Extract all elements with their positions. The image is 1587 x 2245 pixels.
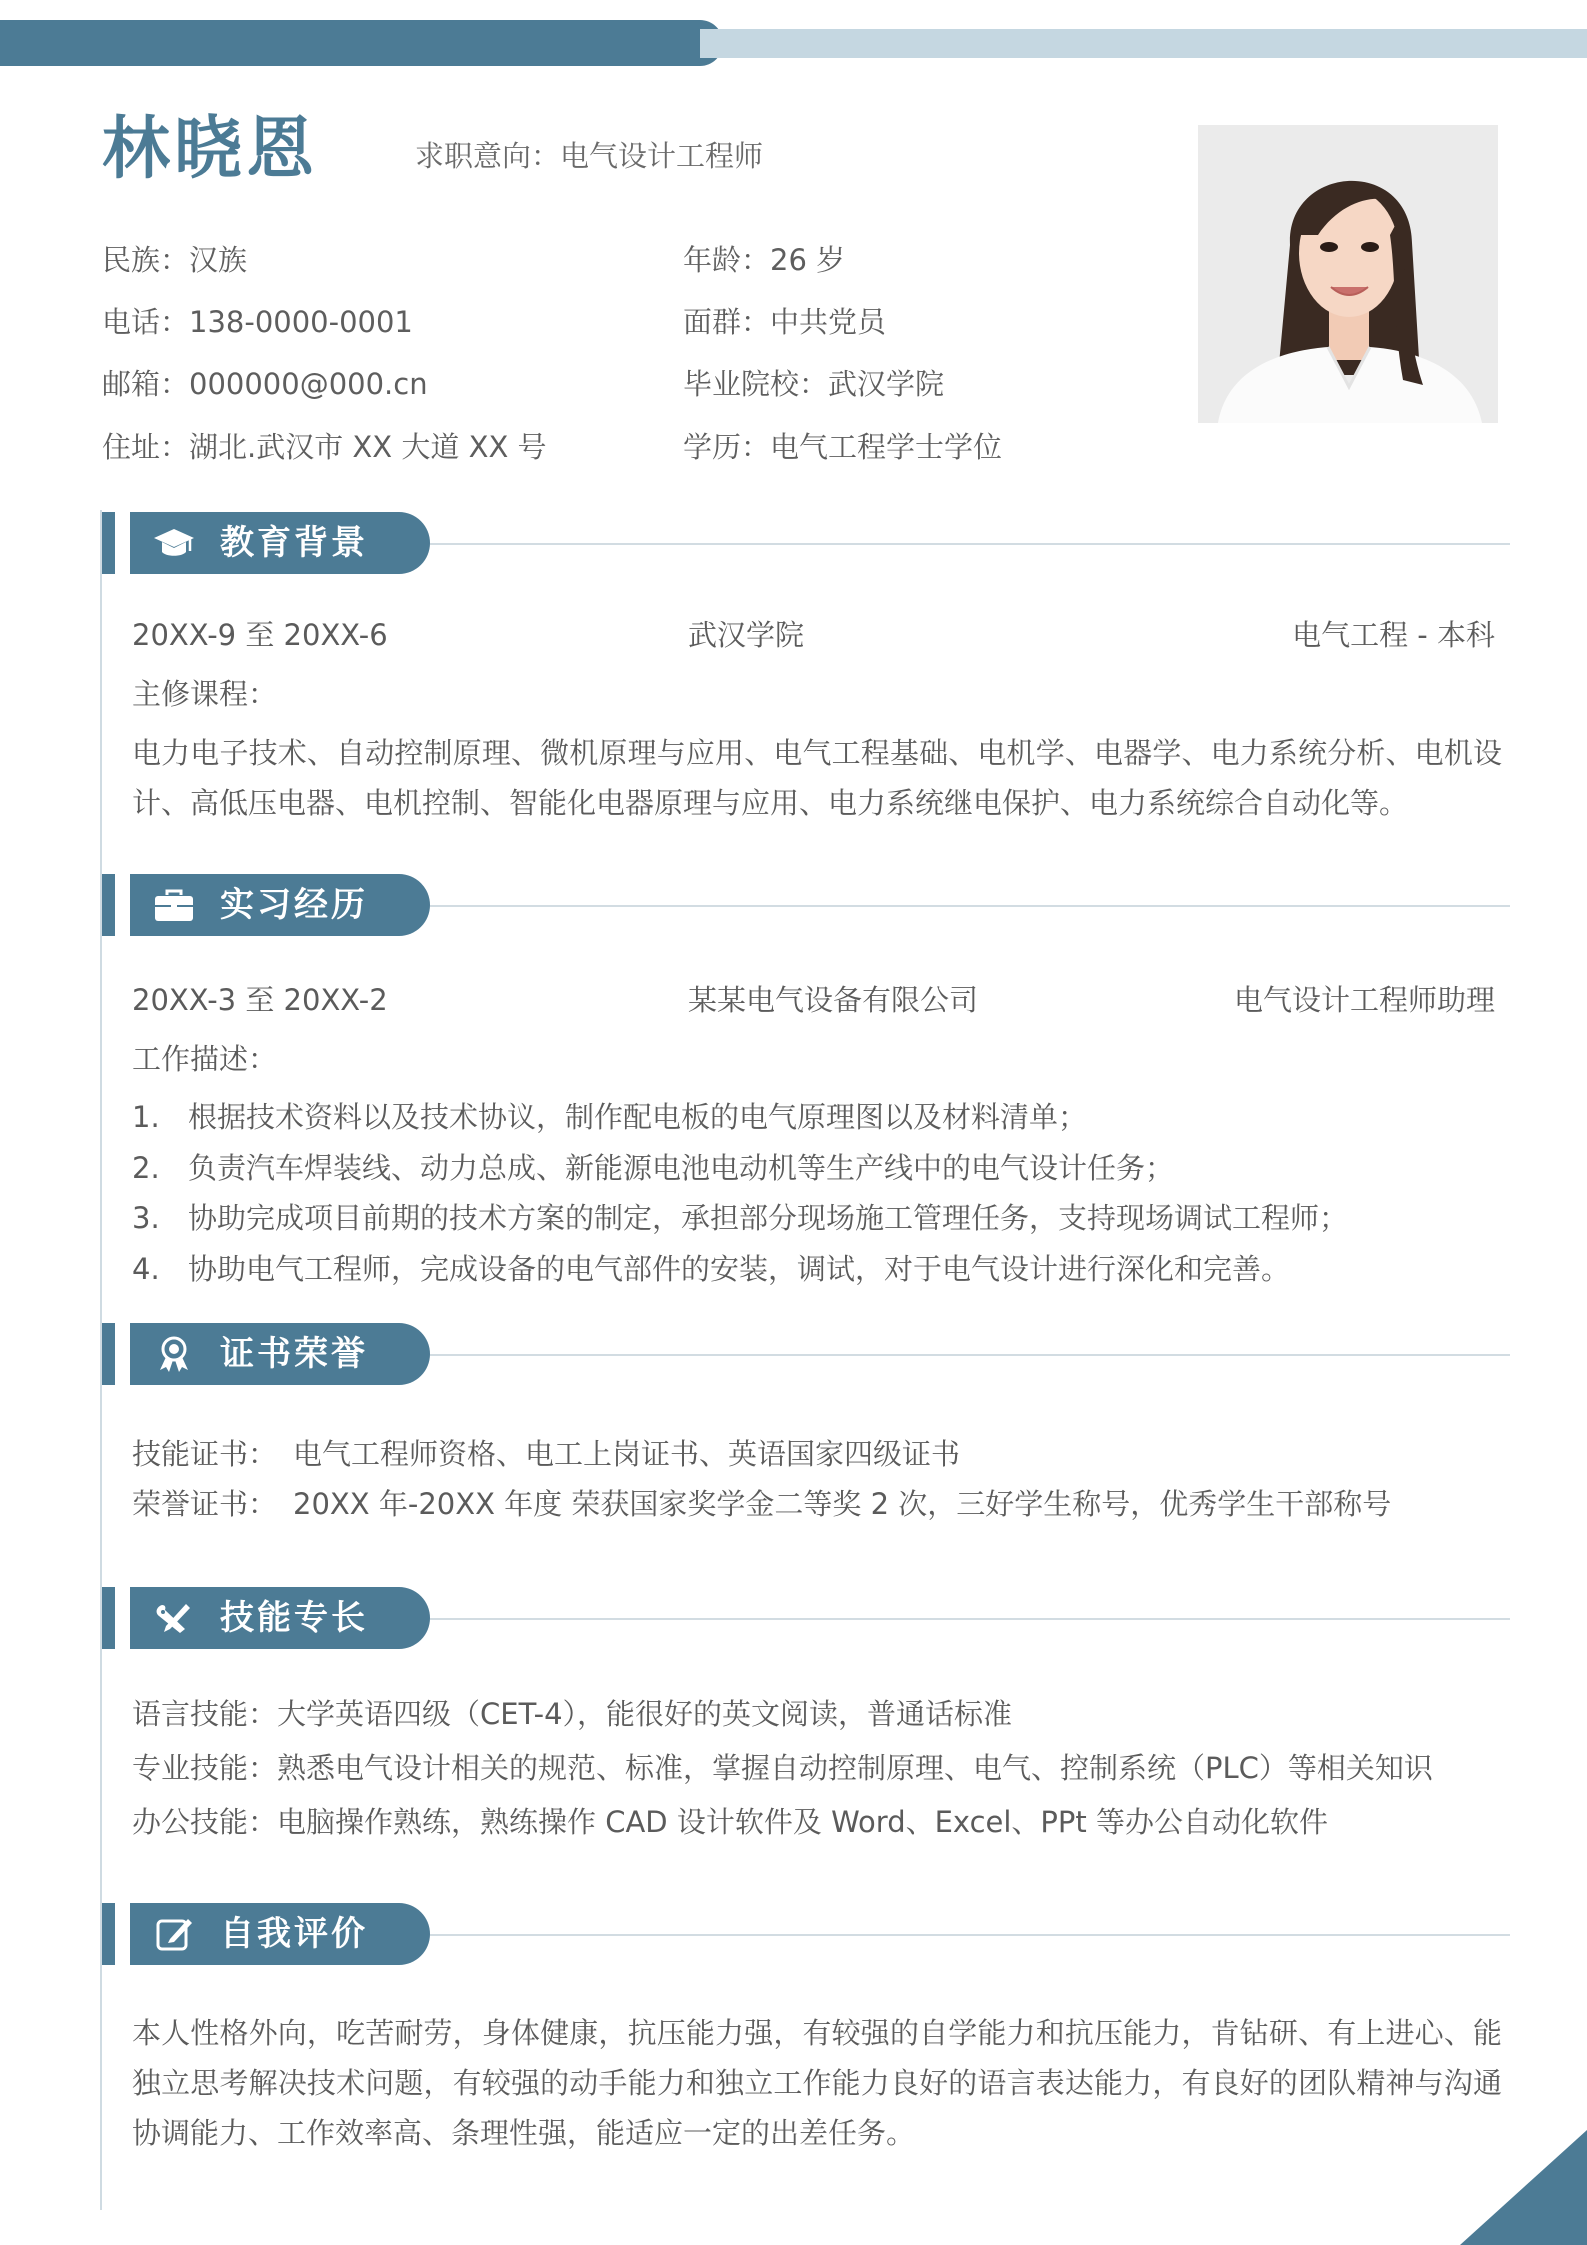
- job-intention: 求职意向：电气设计工程师: [415, 139, 764, 173]
- corner-decoration: [1460, 2130, 1587, 2245]
- list-item: 2. 负责汽车焊装线、动力总成、新能源电池电动机等生产线中的电气设计任务；: [132, 1151, 1175, 1185]
- award-ribbon-icon: [150, 1335, 198, 1373]
- edit-icon: [150, 1915, 198, 1953]
- courses-list: 电力电子技术、自动控制原理、微机原理与应用、电气工程基础、电机学、电器学、电力系统分析、电机设计、高低压电器、电机控制、智能化电器原理与应用、电力系统继电保护、电力系统综合自动化等。: [132, 736, 1502, 820]
- info-address: 住址：湖北.武汉市 XX 大道 XX 号: [102, 430, 547, 464]
- education-major: 电气工程 - 本科: [1292, 618, 1495, 652]
- courses-label: 主修课程：: [132, 677, 278, 711]
- section-divider: [430, 543, 1510, 545]
- internship-company: 某某电气设备有限公司: [688, 983, 979, 1017]
- education-period: 20XX-9 至 20XX-6: [132, 618, 388, 652]
- section-header-internship: [130, 874, 430, 936]
- self-evaluation-text: 本人性格外向，吃苦耐劳，身体健康，抗压能力强，有较强的自学能力和抗压能力，肯钻研、有上进心、能独立思考解决技术问题，有较强的动手能力和独立工作能力良好的语言表达能力，有良好的团队精神与沟通协调能力、工作效率高、条理性强，能适应一定的出差任务。: [132, 2016, 1502, 2150]
- professional-skill: 专业技能：熟悉电气设计相关的规范、标准，掌握自动控制原理、电气、控制系统（PLC）等相关知识: [132, 1751, 1433, 1785]
- section-header-self-evaluation: [130, 1903, 430, 1965]
- section-marker: [102, 1903, 115, 1965]
- section-header-skills: [130, 1587, 430, 1649]
- list-item: 1. 根据技术资料以及技术协议，制作配电板的电气原理图以及材料清单；: [132, 1100, 1088, 1134]
- info-politics: 面群：中共党员: [683, 305, 887, 339]
- info-age: 年龄：26 岁: [683, 243, 846, 277]
- candidate-name: 林晓恩: [102, 110, 319, 189]
- section-marker: [102, 512, 115, 574]
- portrait-image: [1198, 125, 1498, 423]
- work-desc-label: 工作描述：: [132, 1042, 278, 1076]
- skill-cert-label: 技能证书：: [132, 1437, 278, 1471]
- honor-cert-label: 荣誉证书：: [132, 1487, 278, 1521]
- graduation-cap-icon: [150, 524, 198, 562]
- info-email: 邮箱：000000@000.cn: [102, 367, 428, 401]
- tools-icon: [150, 1599, 198, 1637]
- internship-position: 电气设计工程师助理: [1233, 983, 1495, 1017]
- honor-cert-value: 20XX 年-20XX 年度 荣获国家奖学金二等奖 2 次，三好学生称号，优秀学生干部称号: [293, 1487, 1392, 1521]
- header-accent-bar-light: [700, 29, 1587, 58]
- section-divider: [430, 1354, 1510, 1356]
- info-school: 毕业院校：武汉学院: [683, 367, 945, 401]
- info-degree: 学历：电气工程学士学位: [683, 430, 1003, 464]
- section-title: 证书荣誉: [220, 1334, 368, 1374]
- section-marker: [102, 874, 115, 936]
- list-item: 4. 协助电气工程师，完成设备的电气部件的安装，调试，对于电气设计进行深化和完善。: [132, 1252, 1291, 1286]
- section-marker: [102, 1587, 115, 1649]
- info-phone: 电话：138-0000-0001: [102, 305, 413, 339]
- section-divider: [430, 905, 1510, 907]
- list-item: 3. 协助完成项目前期的技术方案的制定，承担部分现场施工管理任务，支持现场调试工程师；: [132, 1201, 1349, 1235]
- skill-cert-value: 电气工程师资格、电工上岗证书、英语国家四级证书: [293, 1437, 961, 1471]
- header-accent-bar: [0, 20, 723, 66]
- section-header-certificates: [130, 1323, 430, 1385]
- office-skill: 办公技能：电脑操作熟练，熟练操作 CAD 设计软件及 Word、Excel、PPt 等办公自动化软件: [132, 1805, 1328, 1839]
- info-ethnicity: 民族：汉族: [102, 243, 248, 277]
- language-skill: 语言技能：大学英语四级（CET-4），能很好的英文阅读，普通话标准: [132, 1697, 1013, 1731]
- profile-photo: [1198, 125, 1498, 423]
- section-divider: [430, 1618, 1510, 1620]
- section-title: 技能专长: [220, 1598, 368, 1638]
- section-header-education: [130, 512, 430, 574]
- internship-period: 20XX-3 至 20XX-2: [132, 983, 388, 1017]
- education-school: 武汉学院: [688, 618, 805, 652]
- section-divider: [430, 1934, 1510, 1936]
- briefcase-icon: [150, 886, 198, 924]
- section-marker: [102, 1323, 115, 1385]
- section-title: 实习经历: [220, 885, 368, 925]
- section-title: 自我评价: [220, 1914, 368, 1954]
- section-title: 教育背景: [220, 523, 368, 563]
